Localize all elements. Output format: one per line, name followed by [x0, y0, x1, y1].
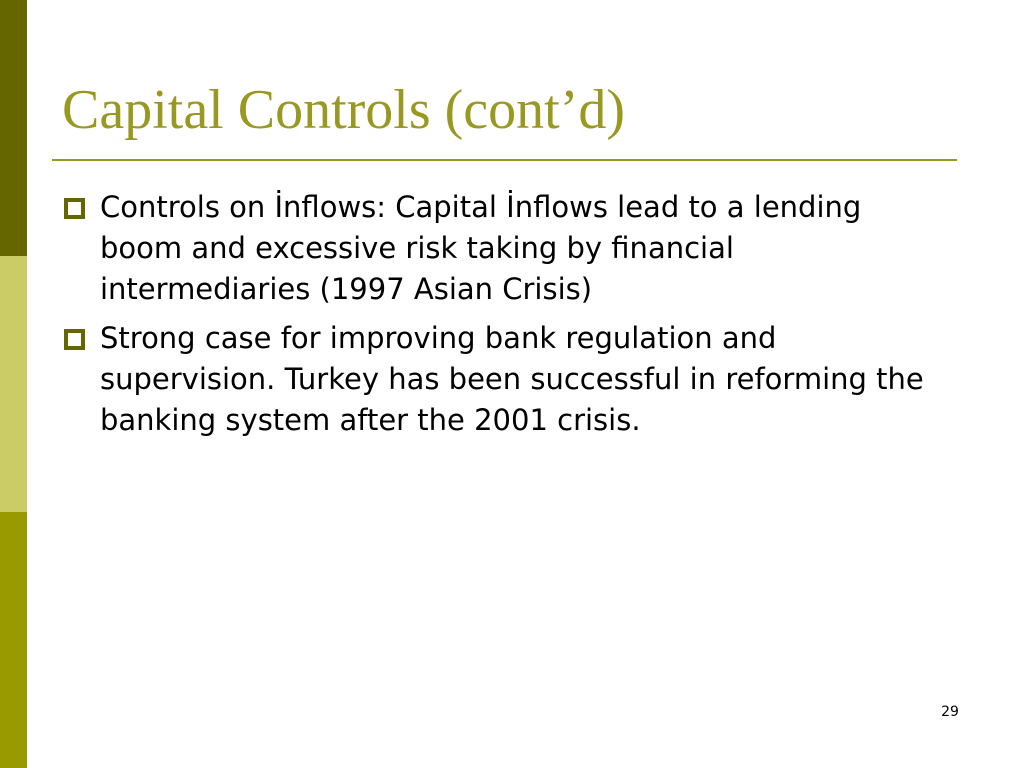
decorative-side-bar — [0, 0, 27, 768]
bullet-text: Controls on İnflows: Capital İnflows lead to a lending boom and excessive risk taking by financial intermediaries (1997 Asian Crisis) — [100, 190, 862, 306]
side-bar-segment-light — [0, 256, 27, 512]
side-bar-segment-mid — [0, 512, 27, 768]
hollow-square-bullet-icon — [64, 198, 85, 219]
slide-title: Capital Controls (cont’d) — [62, 79, 626, 141]
title-underline — [52, 159, 957, 161]
side-bar-segment-dark — [0, 0, 27, 256]
hollow-square-bullet-icon — [64, 329, 85, 350]
bullet-list — [64, 187, 944, 449]
bullet-item — [64, 318, 944, 441]
bullet-text: Strong case for improving bank regulation and supervision. Turkey has been successful in reforming the banking system after the 2001 crisis. — [100, 321, 924, 437]
page-number: 29 — [941, 704, 959, 720]
bullet-item — [64, 187, 944, 310]
